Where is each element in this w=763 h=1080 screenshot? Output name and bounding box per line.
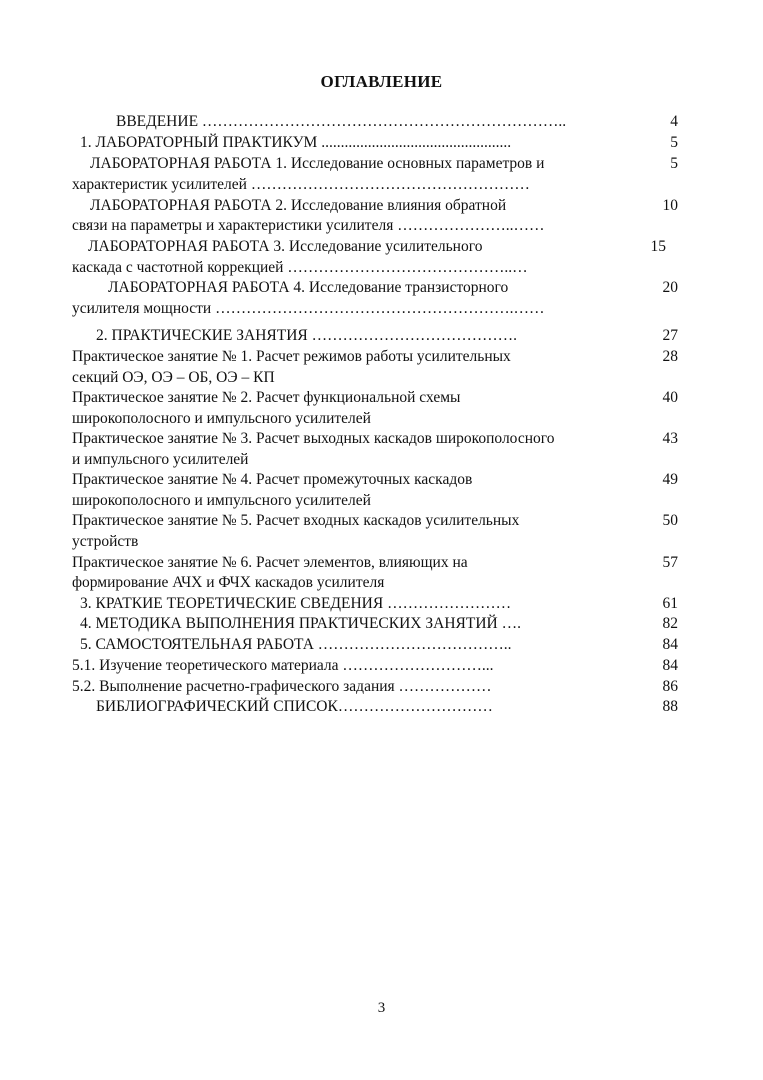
toc-entry-page: 50 [662,512,678,529]
toc-entry-page: 84 [662,636,678,653]
toc-entry-title-continued: широкополосного и импульсного усилителей [72,492,371,509]
toc-entry-page: 57 [662,554,678,571]
toc-entry-title: 3. КРАТКИЕ ТЕОРЕТИЧЕСКИЕ СВЕДЕНИЯ …………………… [80,595,512,612]
toc-entry-title: 5.1. Изучение теоретического материала ………………………... [72,657,494,674]
toc-entry-title-continued: широкополосного и импульсного усилителей [72,410,371,427]
toc-entry-title-continued: устройств [72,533,139,550]
toc-entry-title-continued: усилителя мощности ………………………………………………….…… [72,300,545,317]
toc-entry-title: 4. МЕТОДИКА ВЫПОЛНЕНИЯ ПРАКТИЧЕСКИХ ЗАНЯТИЙ …. [80,615,521,632]
toc-entry-page: 84 [662,657,678,674]
toc-entry-page: 43 [662,430,678,447]
toc-entry-page: 28 [662,348,678,365]
toc-entry-page: 40 [662,389,678,406]
toc-entry-title: Практическое занятие № 1. Расчет режимов работы усилительных [72,348,511,365]
toc-entry-title: Практическое занятие № 4. Расчет промежуточных каскадов [72,471,473,488]
toc-entry-page: 20 [662,279,678,296]
page-title: ОГЛАВЛЕНИЕ [320,72,443,91]
toc-entry-title: 1. ЛАБОРАТОРНЫЙ ПРАКТИКУМ ................................................. [80,134,512,151]
toc-entry-title-continued: каскада с частотной коррекцией ……………………………………..… [72,259,528,276]
toc-entry-title-continued: связи на параметры и характеристики усилителя …………………..…… [72,217,545,234]
toc-entry-title: Практическое занятие № 3. Расчет выходных каскадов широкополосного [72,430,555,447]
toc-entry-title: ЛАБОРАТОРНАЯ РАБОТА 1. Исследование основных параметров и [90,155,545,172]
page-number: 3 [377,1000,386,1016]
toc-entry-title: Практическое занятие № 2. Расчет функциональной схемы [72,389,461,406]
toc-entry-title: Практическое занятие № 6. Расчет элементов, влияющих на [72,554,468,571]
toc-entry-page: 61 [662,595,678,612]
toc-entry-title: ВВЕДЕНИЕ …………………………………………………………….. [116,113,567,130]
toc-entry-title: Практическое занятие № 5. Расчет входных каскадов усилительных [72,512,520,529]
toc-entry-title: ЛАБОРАТОРНАЯ РАБОТА 3. Исследование усилительного [88,238,483,255]
toc-entry-title-continued: и импульсного усилителей [72,451,249,468]
toc-entry-page: 5 [670,155,678,172]
toc-entry-page: 15 [650,238,666,255]
toc-entry-page: 82 [662,615,678,632]
toc-entry-title: ЛАБОРАТОРНАЯ РАБОТА 4. Исследование транзисторного [108,279,509,296]
toc-entry-title: ЛАБОРАТОРНАЯ РАБОТА 2. Исследование влияния обратной [90,197,507,214]
toc-entry-page: 5 [670,134,678,151]
toc-entry-title-continued: формирование АЧХ и ФЧХ каскадов усилителя [72,574,385,591]
toc-entry-title: 5.2. Выполнение расчетно-графического задания ……………… [72,678,492,695]
toc-entry-page: 86 [662,678,678,695]
toc-entry-page: 49 [662,471,678,488]
toc-entry-page: 4 [670,113,678,130]
toc-entry-page: 10 [662,197,678,214]
toc-entry-title: БИБЛИОГРАФИЧЕСКИЙ СПИСОК………………………… [96,698,493,715]
toc-entry-page: 27 [662,327,678,344]
toc-entry-title: 5. САМОСТОЯТЕЛЬНАЯ РАБОТА ……………………………….. [80,636,512,653]
toc-entry-title-continued: секций ОЭ, ОЭ – ОБ, ОЭ – КП [72,369,275,386]
toc-entry-title-continued: характеристик усилителей ……………………………………………… [72,176,530,193]
toc-entry-title: 2. ПРАКТИЧЕСКИЕ ЗАНЯТИЯ …………………………………. [96,327,518,344]
toc-entry-page: 88 [662,698,678,715]
